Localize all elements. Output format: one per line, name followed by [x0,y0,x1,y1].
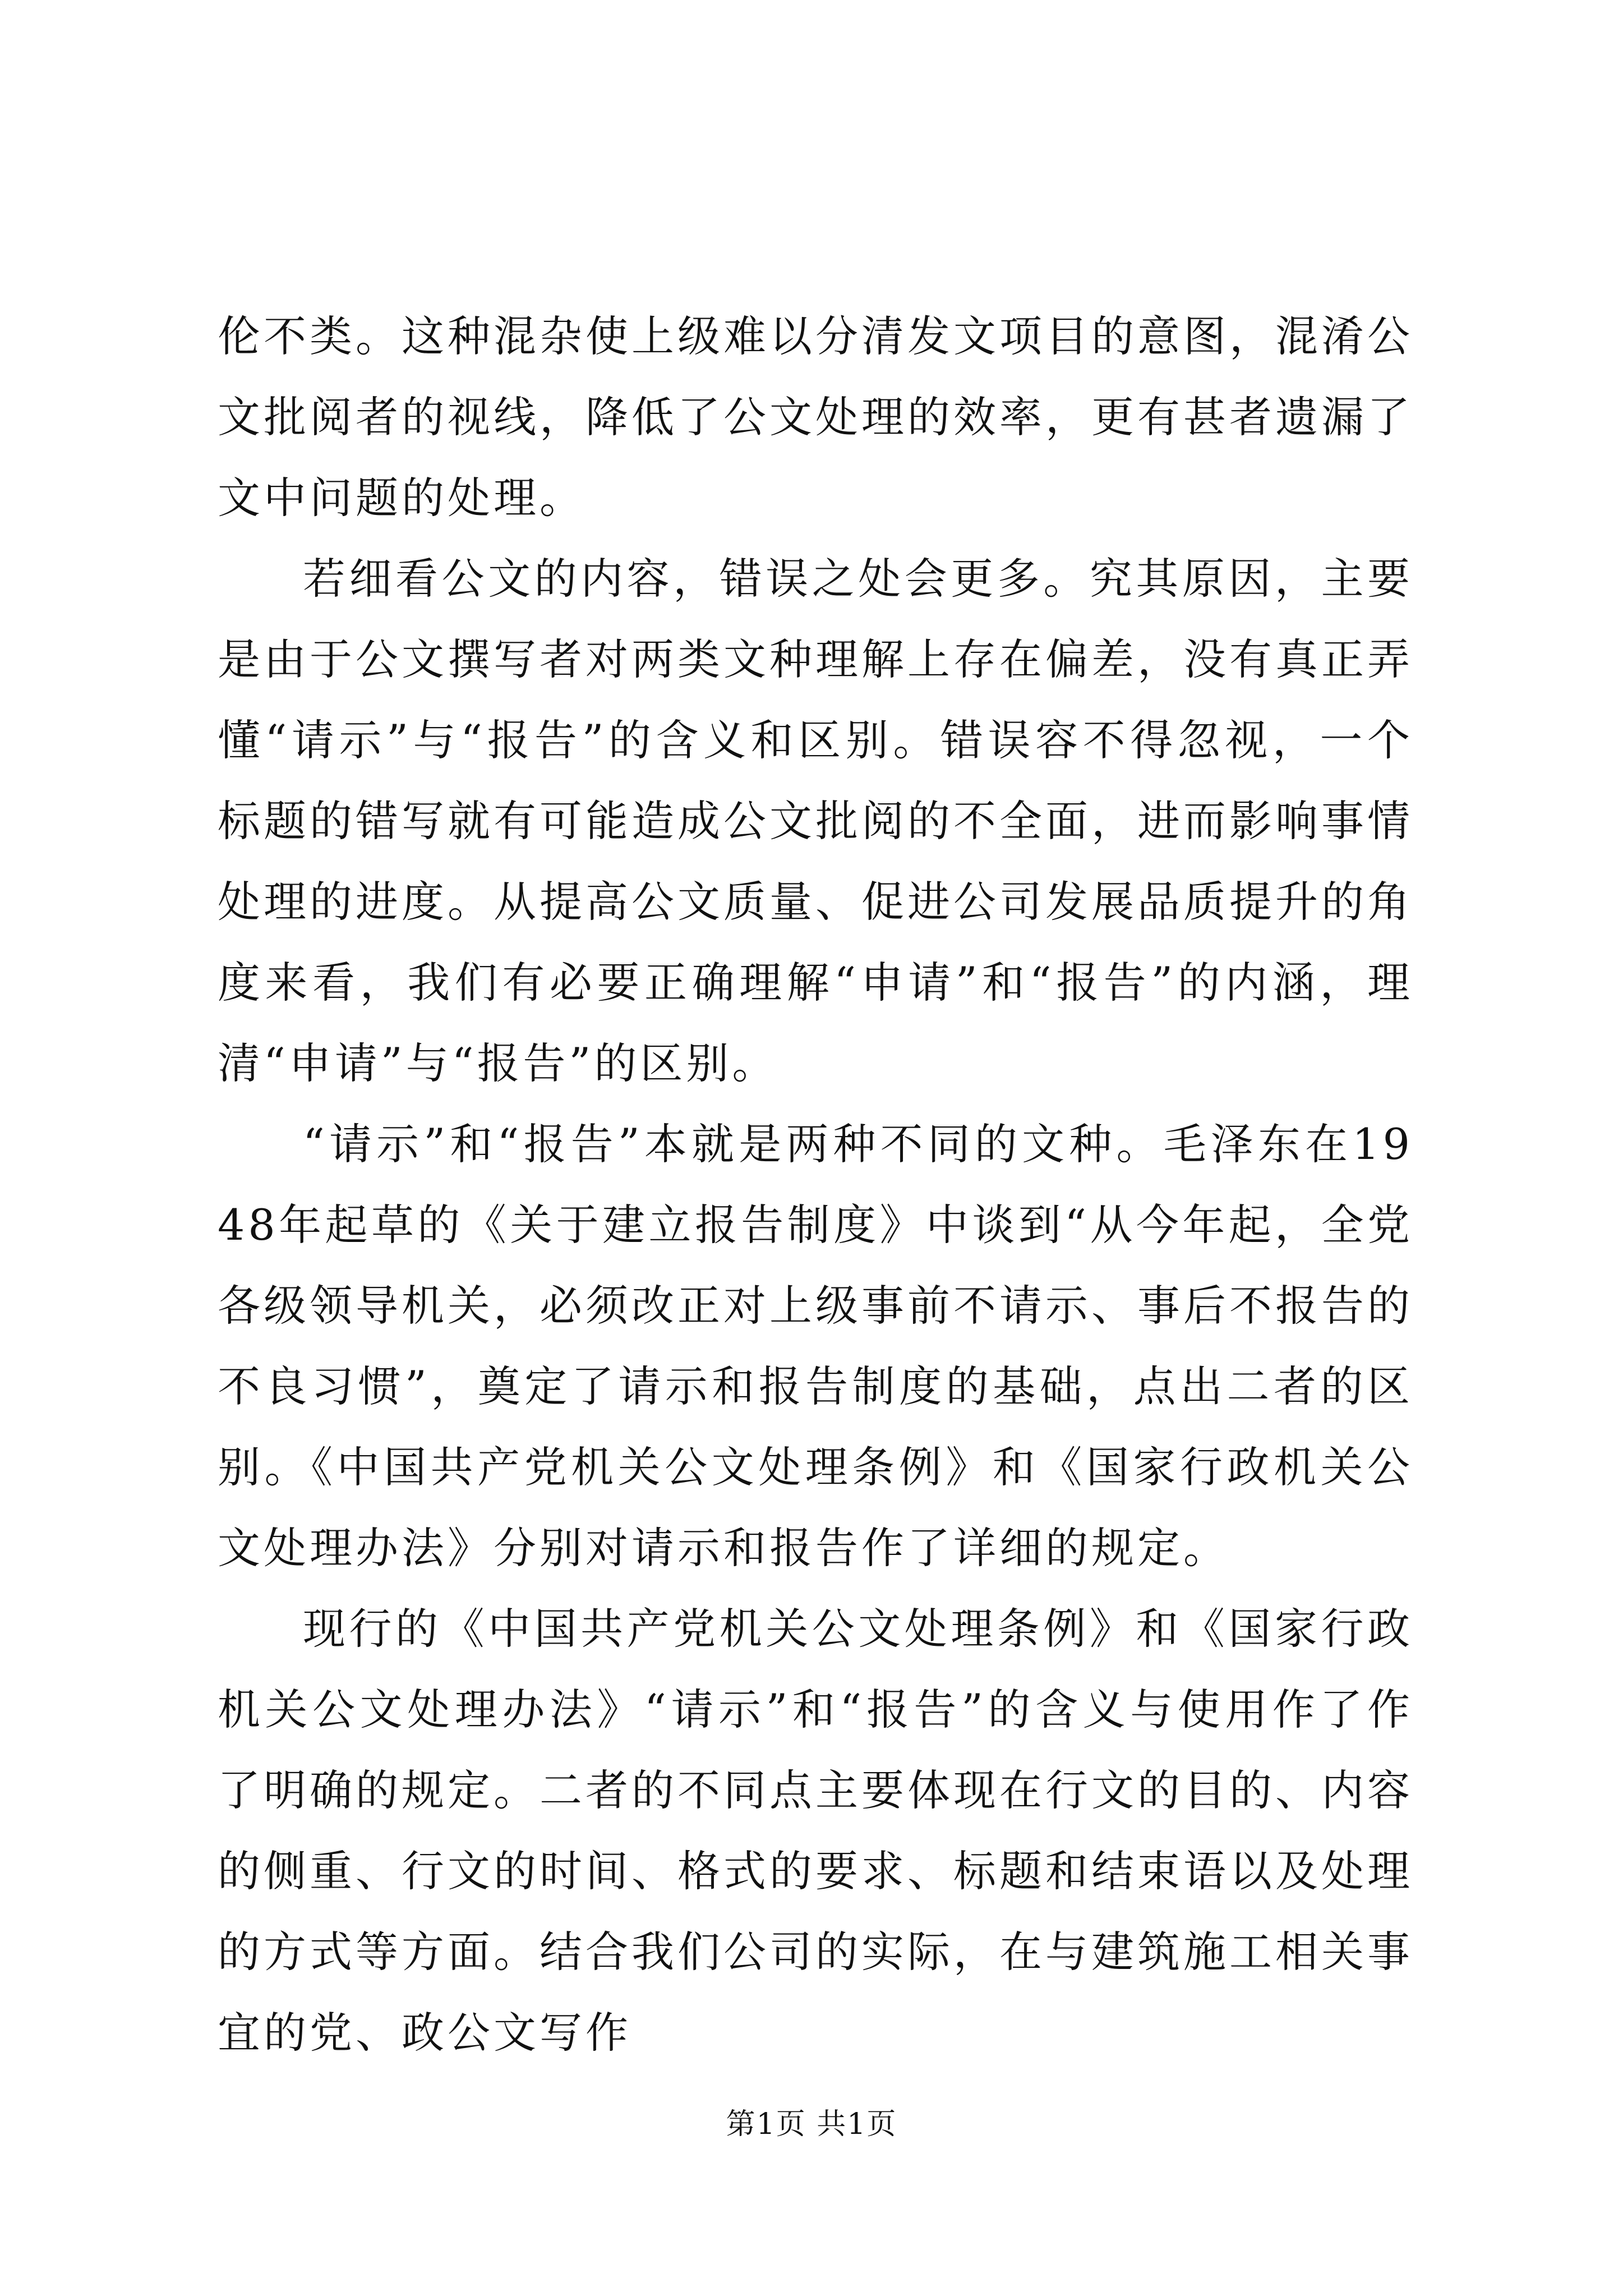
page-number: 第1页 共1页 [726,2108,897,2141]
document-body [218,296,1413,2073]
paragraph: 若细看公文的内容，错误之处会更多。究其原因，主要是由于公文撰写者对两类文种理解上存在偏差，没有真正弄懂“请示”与“报告”的含义和区别。错误容不得忽视，一个标题的错写就有可能造成公文批阅的不全面，进而影响事情处理的进度。从提高公文质量、促进公司发展品质提升的角度来看，我们有必要正确理解“申请”和“报告”的内涵，理清“申请”与“报告”的区别。 [218,554,1413,1088]
paragraph: 现行的《中国共产党机关公文处理条例》和《国家行政机关公文处理办法》“请示”和“报告”的含义与使用作了作了明确的规定。二者的不同点主要体现在行文的目的、内容的侧重、行文的时间、格式的要求、标题和结束语以及处理的方式等方面。结合我们公司的实际，在与建筑施工相关事宜的党、政公文写作 [218,1604,1413,2058]
paragraph: “请示”和“报告”本就是两种不同的文种。毛泽东在1948年起草的《关于建立报告制度》中谈到“从今年起，全党各级领导机关，必须改正对上级事前不请示、事后不报告的不良习惯”，奠定了请示和报告制度的基础，点出二者的区别。《中国共产党机关公文处理条例》和《国家行政机关公文处理办法》分别对请示和报告作了详细的规定。 [218,1119,1413,1573]
paragraph-continuation: 伦不类。这种混杂使上级难以分清发文项目的意图，混淆公文批阅者的视线，降低了公文处理的效率，更有甚者遗漏了文中问题的处理。 [218,311,1413,523]
page-footer [0,2105,1623,2144]
